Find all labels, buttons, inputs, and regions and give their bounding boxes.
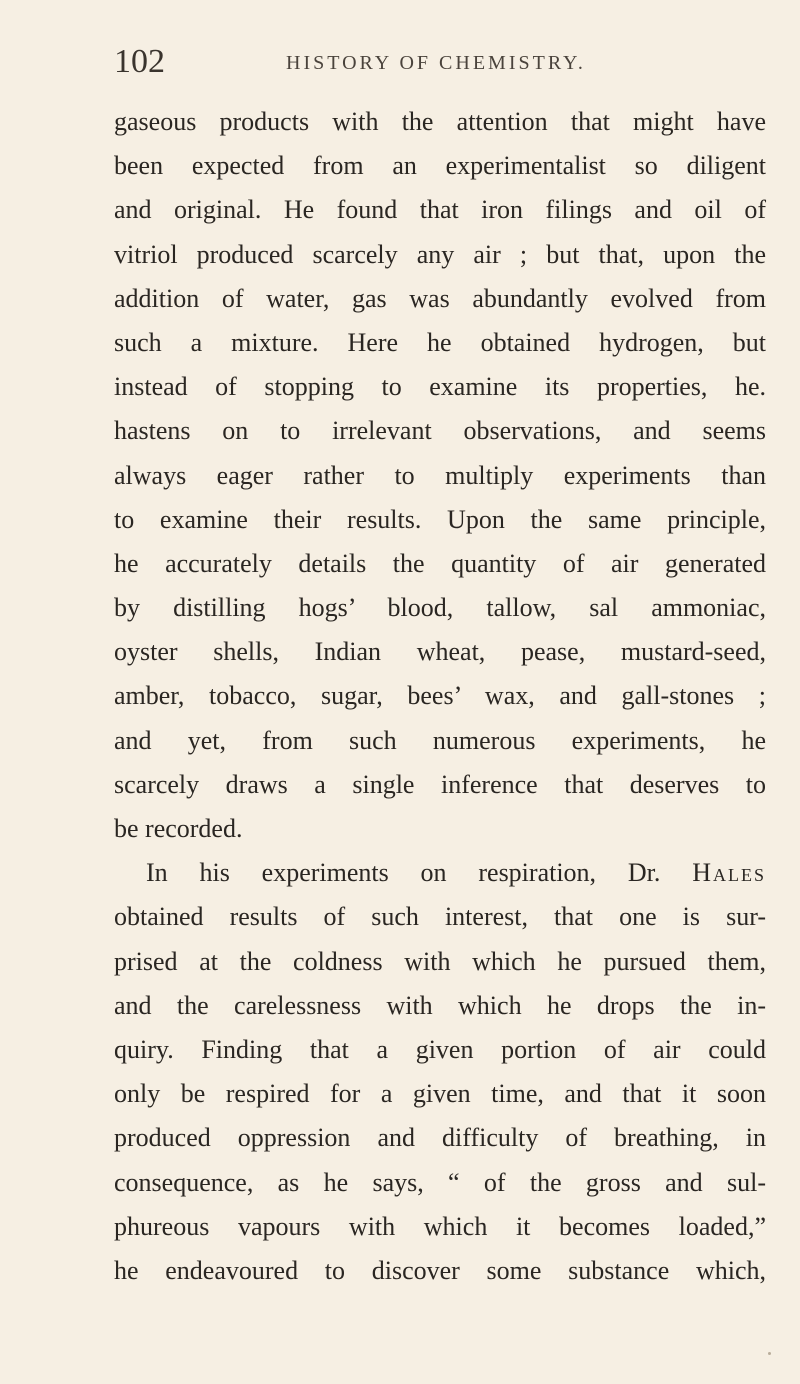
text-line: gaseous products with the attention that might have [114, 107, 766, 136]
text-line: amber, tobacco, sugar, bees’ wax, and gall-stones ; [114, 681, 766, 711]
text-line: instead of stopping to examine its properties, he. [114, 372, 766, 402]
running-head: HISTORY OF CHEMISTRY. [286, 52, 586, 74]
text-line: be recorded. [114, 814, 243, 843]
text-line: phureous vapours with which it becomes loaded,” [114, 1211, 766, 1241]
text-line: only be respired for a given time, and that it soon [114, 1079, 766, 1109]
text-line: obtained results of such interest, that one is sur- [114, 902, 766, 932]
paper-speck [768, 1352, 771, 1355]
text-line: and original. He found that iron filings and oil of [114, 195, 766, 225]
text-line: been expected from an experimentalist so diligent [114, 151, 766, 181]
text-line: quiry. Finding that a given portion of air could [114, 1034, 766, 1064]
text-line: hastens on to irrelevant observations, and seems [114, 416, 766, 446]
text-line: addition of water, gas was abundantly evolved from [114, 283, 766, 313]
text-line: vitriol produced scarcely any air ; but that, upon the [114, 239, 766, 269]
text-line: he accurately details the quantity of air generated [114, 548, 766, 578]
text-line-lead: In his experiments on respiration, Dr. [146, 858, 693, 888]
page-number: 102 [114, 43, 165, 80]
text-line: prised at the coldness with which he pursued them, [114, 946, 766, 976]
text-line: and yet, from such numerous experiments, he [114, 725, 766, 755]
text-line: and the carelessness with which he drops the in- [114, 990, 766, 1020]
page-header [114, 42, 734, 82]
text-line: always eager rather to multiply experiments than [114, 460, 766, 490]
text-line: he endeavoured to discover some substance which, [114, 1255, 766, 1285]
body-text [114, 100, 766, 1293]
author-name-smallcaps: Hales [692, 858, 766, 888]
text-line: by distilling hogs’ blood, tallow, sal ammoniac, [114, 593, 766, 623]
text-line: oyster shells, Indian wheat, pease, mustard-seed, [114, 637, 766, 667]
text-line: to examine their results. Upon the same principle, [114, 504, 766, 534]
text-line: consequence, as he says, “ of the gross and sul- [114, 1167, 766, 1197]
text-line: produced oppression and difficulty of breathing, in [114, 1123, 766, 1153]
text-line-paragraph-start [114, 851, 766, 895]
text-line: scarcely draws a single inference that deserves to [114, 769, 766, 799]
text-line: such a mixture. Here he obtained hydrogen, but [114, 327, 766, 357]
